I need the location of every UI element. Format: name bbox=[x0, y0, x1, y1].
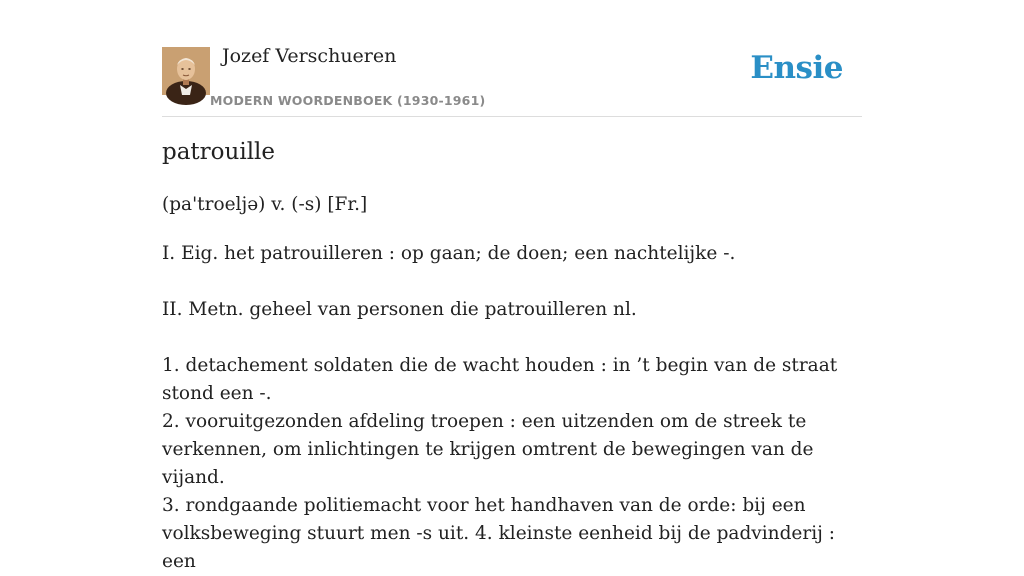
brand-logo[interactable]: Ensie bbox=[750, 50, 843, 86]
sub-sense-1: 1. detachement soldaten die de wacht houden : in ’t begin van de straat stond een -. bbox=[162, 355, 838, 404]
sub-sense-3: 3. rondgaande politiemacht voor het handhaven van de orde: bij een volksbeweging stuurt men -s uit. 4. kleinste eenheid bij de padvinderij : een bbox=[162, 495, 835, 572]
avatar[interactable] bbox=[162, 47, 210, 95]
author-name[interactable]: Jozef Verschueren bbox=[222, 45, 397, 67]
source-title[interactable]: MODERN WOORDENBOEK (1930-1961) bbox=[210, 93, 486, 108]
sub-sense-2: 2. vooruitgezonden afdeling troepen : een uitzenden om de streek te verkennen, om inlichtingen te krijgen omtrent de bewegingen van de vijand. bbox=[162, 411, 814, 488]
page-container bbox=[162, 0, 862, 572]
sense-2: II. Metn. geheel van personen die patrouilleren nl. bbox=[162, 299, 637, 320]
author-portrait-icon bbox=[162, 47, 210, 95]
pronunciation: (pa'troeljə) v. (-s) [Fr.] bbox=[162, 194, 368, 215]
definition-body bbox=[162, 240, 862, 576]
headword: patrouille bbox=[162, 139, 276, 165]
sense-1: I. Eig. het patrouilleren : op gaan; de doen; een nachtelijke -. bbox=[162, 243, 736, 264]
entry-header bbox=[162, 0, 862, 117]
